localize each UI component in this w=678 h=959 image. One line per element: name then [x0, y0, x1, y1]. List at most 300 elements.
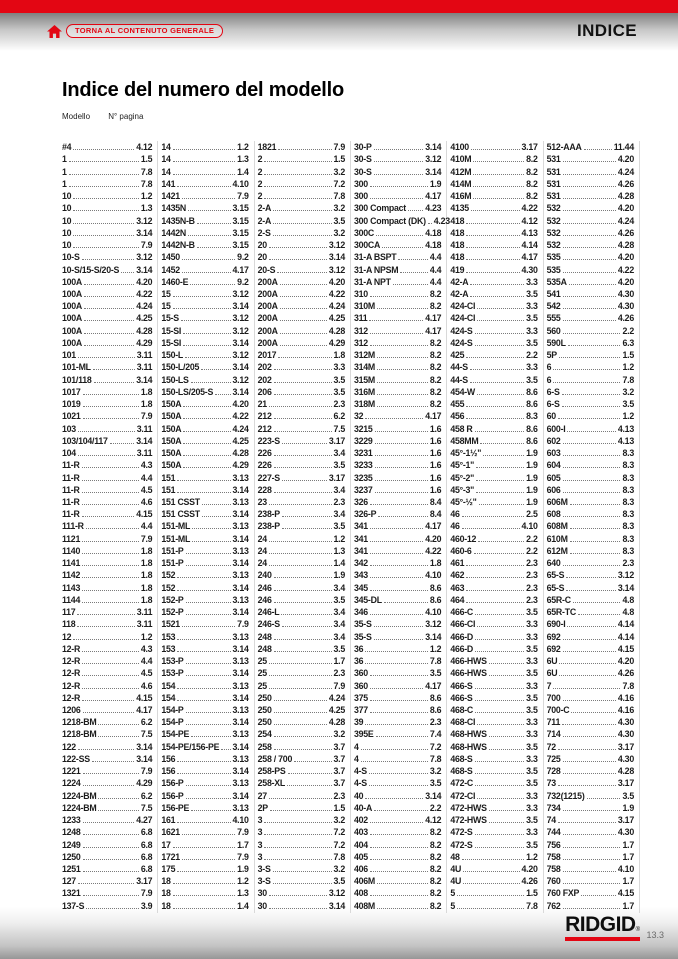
dot-leader [428, 214, 432, 223]
model-number: 246 [257, 582, 272, 593]
page-reference: 3.2 [333, 815, 345, 826]
page-reference: 2.3 [333, 668, 345, 679]
model-number: 150-LS/205-S [161, 386, 214, 397]
model-number: 151-P [161, 545, 184, 556]
index-entry [62, 422, 152, 434]
model-number: 12-R [62, 656, 81, 667]
index-entry [62, 777, 152, 789]
model-number: 5 [450, 900, 455, 911]
page-reference: 4.20 [617, 154, 634, 165]
model-number: 258 [257, 741, 272, 752]
model-number: 1442N-B [161, 240, 195, 251]
page-reference: 4.28 [136, 325, 153, 336]
model-number: 602 [546, 435, 561, 446]
dot-leader [69, 165, 139, 174]
index-entry [258, 606, 345, 618]
model-number: 25 [257, 680, 267, 691]
model-number: 310M [353, 301, 375, 312]
page-reference: 3.13 [232, 656, 249, 667]
index-entry [258, 704, 345, 716]
page-reference: 3.14 [232, 607, 249, 618]
model-number: 18 [161, 888, 171, 899]
model-number: 150A [161, 411, 182, 422]
index-entry [450, 838, 537, 850]
model-number: 4U [450, 864, 462, 875]
model-number: 10 [62, 227, 72, 238]
index-entry [258, 887, 345, 899]
page-reference: 6.8 [140, 839, 153, 850]
index-entry [450, 557, 537, 569]
page-reference: 4.30 [617, 289, 634, 299]
index-entry [354, 276, 441, 288]
model-number: 150A [161, 460, 182, 471]
model-number: 1224-BM [62, 802, 97, 813]
page-reference: 1.9 [526, 484, 538, 495]
index-entry [450, 643, 537, 655]
page-reference: 2.3 [526, 570, 538, 581]
page-reference: 8.2 [429, 337, 442, 348]
index-entry [62, 239, 152, 251]
index-entry [258, 386, 345, 398]
dot-leader [466, 251, 519, 260]
page-reference: 4.17 [425, 191, 442, 202]
index-entry [450, 496, 537, 508]
dot-leader [466, 239, 519, 248]
model-number: 472-HWS [450, 815, 487, 826]
page-reference: 3.14 [136, 264, 153, 275]
index-entry [354, 325, 441, 337]
index-entry [547, 325, 634, 337]
dot-leader [369, 777, 428, 786]
dot-leader [73, 141, 134, 150]
dot-leader [86, 900, 139, 909]
model-number: 1 [62, 178, 67, 189]
dot-leader [191, 373, 231, 382]
model-number: 156 [161, 766, 176, 777]
dot-leader [370, 692, 428, 701]
dot-leader [264, 178, 331, 187]
index-entry [450, 471, 537, 483]
index-entry [450, 227, 537, 239]
model-number: 48 [450, 851, 460, 862]
index-entry [62, 337, 152, 349]
model-number: 100A [62, 337, 83, 348]
page-reference: 3.13 [232, 729, 249, 740]
page-reference: 4.4 [140, 472, 153, 483]
dot-leader [570, 545, 621, 554]
dot-leader [378, 508, 428, 517]
page-reference: 4.4 [429, 276, 442, 287]
page-reference: 4.30 [617, 827, 634, 838]
model-number: 212 [257, 411, 272, 422]
model-number: 326-P [353, 509, 377, 520]
dot-leader [82, 679, 139, 688]
index-entry [354, 422, 441, 434]
page-reference: 4.10 [232, 815, 249, 826]
index-entry [161, 276, 248, 288]
page-reference: 4.15 [136, 692, 153, 703]
index-entry [258, 545, 345, 557]
index-entry [450, 251, 537, 263]
page-reference: 3.14 [232, 301, 249, 312]
model-number: 137-S [62, 900, 85, 911]
page-reference: 4.4 [429, 264, 442, 275]
model-number: 1442N [161, 227, 187, 238]
page-reference: 3.3 [526, 656, 538, 667]
model-number: 238-P [257, 509, 280, 520]
page-reference: 3.5 [526, 289, 538, 299]
dot-leader [264, 851, 331, 860]
page-reference: 4.22 [521, 203, 538, 214]
model-number: 153-P [161, 656, 184, 667]
page-reference: 3.14 [232, 790, 249, 801]
dot-leader [558, 814, 616, 823]
model-number: 212 [257, 423, 272, 434]
dot-leader [173, 153, 236, 162]
page-reference: 3.11 [136, 619, 153, 630]
dot-leader [377, 386, 428, 395]
page-reference: 4.28 [328, 325, 345, 336]
index-entry [161, 545, 248, 557]
model-number: 1017 [62, 386, 81, 397]
model-number: 300 Compact (DK) [353, 215, 426, 226]
dot-leader [475, 692, 525, 701]
page-reference: 3.14 [136, 227, 153, 238]
dot-leader [177, 484, 230, 493]
page-reference: 4.10 [425, 570, 442, 581]
page-reference: 3.5 [526, 778, 538, 789]
page-reference: 4.24 [328, 301, 345, 312]
index-entry [161, 777, 248, 789]
index-entry [161, 789, 248, 801]
model-number: 39 [353, 717, 364, 728]
page-reference: 4.10 [232, 178, 249, 189]
model-number: 5P [546, 350, 557, 361]
model-number: 1621 [161, 827, 180, 838]
dot-leader [274, 386, 332, 395]
page-reference: 3.11 [136, 362, 153, 373]
model-number: 462 [450, 570, 465, 581]
model-number: 1435N [161, 203, 187, 214]
dot-leader [201, 361, 230, 370]
dot-leader [177, 679, 230, 688]
index-entry [62, 533, 152, 545]
index-entry [258, 435, 345, 447]
index-entry [62, 679, 152, 691]
model-number: 1218-BM [62, 717, 97, 728]
index-entry [547, 435, 634, 447]
page-reference: 4.28 [617, 191, 634, 202]
page-reference: 3.5 [429, 778, 442, 789]
index-entry [161, 141, 248, 153]
model-number: 46 [450, 521, 460, 532]
dot-leader [563, 838, 621, 847]
index-entry [62, 153, 152, 165]
page-reference: 1.2 [526, 851, 538, 862]
dot-leader [475, 838, 525, 847]
index-entry [62, 630, 152, 642]
model-number: 156 [161, 753, 176, 764]
index-entry [354, 288, 441, 300]
model-number: 300C [353, 227, 375, 238]
index-entry [161, 312, 248, 324]
dot-leader [84, 325, 134, 334]
model-number: #4 [62, 142, 72, 153]
page-reference: 3.14 [232, 484, 249, 495]
page-reference: 3.17 [328, 435, 345, 446]
page-reference: 6.2 [333, 411, 345, 422]
index-entry [354, 802, 441, 814]
index-entry [450, 814, 537, 826]
index-entry [547, 618, 634, 630]
index-entry [354, 410, 441, 422]
model-number: 258 / 700 [257, 753, 293, 764]
dot-leader [470, 288, 524, 297]
dot-leader [83, 826, 139, 835]
index-entry [450, 153, 537, 165]
dot-leader [173, 887, 236, 896]
model-number: 377 [353, 704, 368, 715]
dot-leader [177, 178, 230, 187]
dot-leader [274, 569, 332, 578]
dot-leader [73, 190, 139, 199]
model-number: 560 [546, 325, 561, 336]
model-number: 117 [62, 607, 76, 618]
index-entry [62, 459, 152, 471]
ridgid-logo [565, 913, 640, 941]
dot-leader [183, 435, 230, 444]
page-reference: 9.2 [237, 252, 249, 263]
page-reference: 4.27 [136, 815, 153, 826]
model-number: 154 [161, 692, 176, 703]
index-entry [354, 826, 441, 838]
model-number: 3 [257, 851, 263, 862]
dot-leader [274, 484, 332, 493]
page-reference: 4.20 [232, 399, 249, 410]
dot-leader [94, 373, 135, 382]
model-number: 418 [450, 215, 465, 226]
page-reference: 3.12 [328, 240, 345, 251]
index-entry [161, 471, 248, 483]
index-entry [354, 875, 441, 887]
page-reference: 4.30 [617, 753, 634, 764]
model-number: 608M [546, 521, 568, 532]
model-number: 711 [546, 717, 561, 728]
dot-leader [471, 141, 520, 150]
dot-leader [581, 887, 616, 896]
page-reference: 3.3 [526, 790, 538, 801]
model-number: 4U [450, 876, 462, 887]
index-column [255, 141, 351, 913]
index-entry [161, 753, 248, 765]
model-index-columns [62, 141, 640, 913]
index-entry [354, 692, 441, 704]
model-number: 3235 [353, 472, 373, 483]
dot-leader [571, 704, 615, 713]
dot-leader [78, 740, 134, 749]
page-reference: 7.2 [333, 839, 345, 850]
page-reference: 6.2 [140, 790, 153, 801]
model-number: 1142 [62, 570, 81, 581]
model-number: 725 [546, 753, 561, 764]
dot-leader [553, 373, 620, 382]
model-number: 532 [546, 227, 561, 238]
dot-leader [489, 740, 524, 749]
dot-leader [82, 471, 139, 480]
dot-leader [280, 276, 327, 285]
index-entry [450, 777, 537, 789]
model-number: 406 [353, 864, 368, 875]
model-number: 414M [450, 178, 472, 189]
page-reference: 1.6 [429, 472, 442, 483]
dot-leader [566, 569, 616, 578]
index-entry [450, 190, 537, 202]
index-entry [161, 618, 248, 630]
index-entry [450, 410, 537, 422]
index-entry [547, 373, 634, 385]
dot-leader [475, 777, 524, 786]
dot-leader [559, 655, 615, 664]
dot-leader [82, 643, 139, 652]
page-reference: 4.26 [617, 668, 634, 679]
index-entry [258, 838, 345, 850]
model-number: 45°-2" [450, 472, 475, 483]
page-reference: 8.4 [429, 509, 442, 520]
model-number: 555 [546, 313, 561, 324]
dot-leader [83, 851, 139, 860]
index-entry [62, 361, 152, 373]
model-number: 342 [353, 558, 368, 569]
page-reference: 8.2 [429, 900, 442, 911]
model-number: 2 [257, 166, 263, 177]
dot-leader [177, 753, 230, 762]
model-number: 312M [353, 350, 375, 361]
model-number: 603 [546, 448, 561, 459]
page-reference: 7.5 [140, 729, 153, 740]
dot-leader [274, 692, 327, 701]
model-number: 122-SS [62, 753, 90, 764]
dot-leader [377, 875, 428, 884]
dot-leader [177, 581, 230, 590]
dot-leader [370, 814, 423, 823]
model-number: 341 [353, 533, 368, 544]
dot-leader [466, 227, 519, 236]
model-number: 151 CSST [161, 496, 200, 507]
dot-leader [393, 276, 428, 285]
model-number: 468-CI [450, 717, 476, 728]
index-entry [354, 887, 441, 899]
dot-leader [563, 447, 621, 456]
model-number: 100A [62, 289, 83, 299]
index-entry [354, 704, 441, 716]
model-number: 65-S [546, 570, 565, 581]
index-entry [354, 496, 441, 508]
dot-leader [567, 618, 615, 627]
index-entry [161, 581, 248, 593]
model-number: 101/118 [62, 374, 92, 385]
page-reference: 1.8 [140, 545, 153, 556]
model-number: 118 [62, 619, 76, 630]
model-number: 65-S [546, 582, 565, 593]
dot-leader [400, 263, 427, 272]
dot-leader [69, 153, 139, 162]
index-entry [354, 900, 441, 912]
model-number: 60 [546, 411, 556, 422]
dot-leader [84, 276, 134, 285]
model-number: 2-A [257, 203, 272, 214]
dot-leader [121, 263, 134, 272]
model-number: 24 [257, 545, 267, 556]
page-reference: 4.26 [617, 313, 634, 324]
model-number: 11-R [62, 496, 80, 507]
page-reference: 2.3 [526, 582, 538, 593]
dot-leader [475, 826, 525, 835]
page-reference: 4.28 [617, 240, 634, 251]
dot-leader [98, 789, 138, 798]
index-entry [258, 165, 345, 177]
index-entry [258, 288, 345, 300]
dot-leader [566, 581, 616, 590]
dot-leader [202, 496, 231, 505]
page-reference: 4.17 [425, 521, 442, 532]
dot-leader [466, 263, 519, 272]
index-entry [161, 655, 248, 667]
dot-leader [83, 838, 139, 847]
model-number: 42-A [450, 276, 469, 287]
model-number: 412M [450, 166, 472, 177]
dot-leader [376, 728, 428, 737]
page-reference: 3.5 [526, 643, 538, 654]
page-reference: 3.5 [526, 766, 538, 777]
model-number: 531 [546, 166, 561, 177]
dot-leader [269, 655, 332, 664]
model-number: 1 [62, 154, 67, 165]
dot-leader [483, 447, 524, 456]
model-number: 250 [257, 692, 272, 703]
index-entry [62, 227, 152, 239]
page-reference: 4.14 [617, 619, 634, 630]
index-entry [62, 851, 152, 863]
index-entry [450, 178, 537, 190]
page-reference: 3.5 [526, 839, 538, 850]
page-reference: 8.2 [429, 386, 442, 397]
page-reference: 1.8 [429, 558, 442, 569]
index-entry [354, 508, 441, 520]
model-number: 151-ML [161, 533, 191, 544]
model-number: 152 [161, 582, 176, 593]
page-reference: 3.3 [526, 619, 538, 630]
dot-leader [473, 153, 524, 162]
page-reference: 4.24 [136, 301, 153, 312]
index-entry [62, 667, 152, 679]
page-reference: 3.4 [333, 484, 345, 495]
page-reference: 3.5 [526, 815, 538, 826]
index-entry [161, 508, 248, 520]
dot-leader [563, 227, 616, 236]
dot-leader [563, 459, 621, 468]
index-entry [258, 863, 345, 875]
model-number: 734 [546, 802, 561, 813]
page-reference: 8.3 [622, 533, 634, 544]
dot-leader [477, 716, 524, 725]
index-entry [450, 789, 537, 801]
page-reference: 3.4 [333, 631, 345, 642]
index-entry [354, 227, 441, 239]
index-entry [161, 692, 248, 704]
page-reference: 3.12 [425, 154, 442, 165]
model-number: 152-P [161, 607, 184, 618]
back-to-general-content-button[interactable] [47, 24, 223, 38]
